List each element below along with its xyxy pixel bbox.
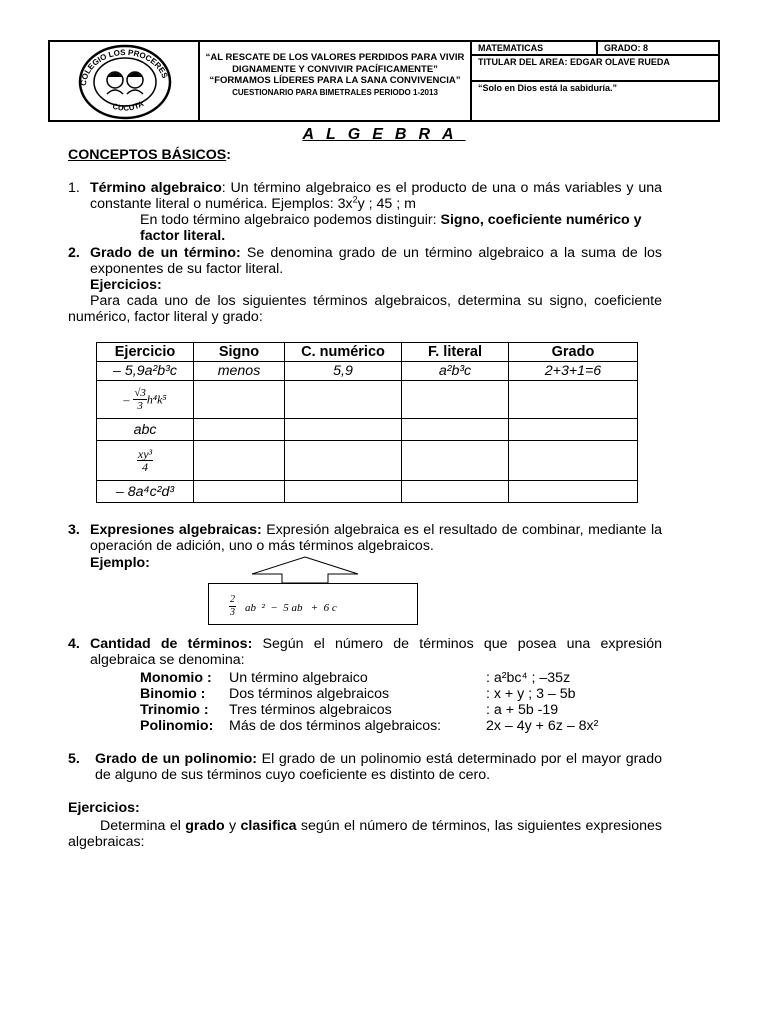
item-5-text: Grado de un polinomio: El grado de un polinomio está determinado por el mayor grado de alguno de sus términos cuyo coeficiente es distinto de cero. [95, 751, 662, 783]
document-header [48, 40, 720, 122]
exercises-heading: Ejercicios: [68, 800, 140, 816]
fraction: $\frac{√3}{3}$ [134, 387, 146, 412]
svg-text:CUCUTA [111, 99, 145, 113]
col-header-literal: F. literal [402, 343, 509, 362]
item-5-number: 5. [68, 751, 80, 767]
terms-table [96, 342, 638, 503]
logo-cell [50, 42, 200, 120]
item-1-subtext: En todo término algebraico podemos distinguir: Signo, coeficiente numérico y factor literal. [140, 212, 642, 244]
grade-label: GRADO: 8 [604, 43, 649, 53]
table-row [97, 441, 638, 481]
fraction: $\frac{2}{3}$ [230, 594, 235, 618]
item-3-number: 3. [68, 522, 80, 538]
cell-literal: a²b³c [402, 362, 509, 381]
item-2-text: Grado de un término: Se denomina grado de un término algebraico a la suma de los exponentes de su factor literal. [90, 245, 662, 277]
cell-ejercicio: – $\frac{√3}{3}$ h⁴k⁵ [97, 381, 194, 419]
col-header-coeficiente: C. numérico [285, 343, 402, 362]
fraction: $\frac{\text{xy³}}{4}$ [137, 447, 153, 474]
header-motto-cell [200, 42, 472, 120]
cell-signo: menos [194, 362, 285, 381]
item-2-number: 2. [68, 245, 80, 261]
expression-text: ab ² − 5 ab + 6 c [245, 602, 337, 614]
table-header-row [97, 343, 638, 362]
header-info-cell [472, 42, 720, 120]
exercises-instruction: Determina el grado y clasifica según el número de términos, las siguientes expresiones algebraicas: [68, 818, 663, 850]
item-2-ejercicios: Ejercicios: [90, 277, 162, 293]
item-4-text: Cantidad de términos: Según el número de términos que posea una expresión algebraica se denomina: [90, 636, 662, 668]
cell-ejercicio [97, 441, 194, 481]
col-header-grado: Grado [509, 343, 638, 362]
item-3-text: Expresiones algebraicas: Expresión algebraica es el resultado de combinar, mediante la operación de adición, uno o más términos algebraicos. [90, 522, 662, 554]
cell-coeficiente: 5,9 [285, 362, 402, 381]
table-row [97, 419, 638, 441]
arrow-up-icon [250, 556, 360, 584]
section-heading: CONCEPTOS BÁSICOS: [68, 147, 231, 163]
cell-grado: 2+3+1=6 [509, 362, 638, 381]
col-header-signo: Signo [194, 343, 285, 362]
motto-1: “AL RESCATE DE LOS VALORES PERDIDOS PARA VIVIR DIGNAMENTE Y CONVIVIR PACÍFICAMENTE” [205, 52, 465, 75]
example-expression-box [208, 583, 418, 625]
motto-2: “FORMAMOS LÍDERES PARA LA SANA CONVIVENCIA” [209, 75, 461, 86]
item-4-number: 4. [68, 636, 80, 652]
item-1-text: Término algebraico: Un término algebraico es el producto de una o más variables y una constante literal o numérica. Ejemplos: $3x^2y$ ; 45 ; m [90, 180, 662, 212]
questionnaire-label: CUESTIONARIO PARA BIMETRALES PERIODO 1-2013 [232, 87, 438, 97]
item-2-instruction: Para cada uno de los siguientes términos algebraicos, determina su signo, coeficiente numérico, factor literal y grado: [68, 293, 662, 325]
col-header-ejercicio: Ejercicio [97, 343, 194, 362]
item-1-number: 1. [68, 180, 80, 196]
seal-city: CUCUTA [111, 99, 146, 113]
seal-text: COLEGIO LOS PROCERES [78, 47, 170, 87]
item-3-ejemplo: Ejemplo: [90, 555, 150, 571]
teacher-label: TITULAR DEL AREA: EDGAR OLAVE RUEDA [478, 57, 670, 67]
page-title: ALGEBRA [302, 126, 466, 143]
subject-label: MATEMATICAS [478, 43, 544, 53]
school-seal-logo [50, 42, 200, 122]
quote-label: “Solo en Dios está la sabiduría.” [478, 83, 618, 93]
cell-ejercicio: – 8a⁴c²d³ [97, 481, 194, 503]
cell-ejercicio: – 5,9a²b³c [97, 362, 194, 381]
cell-ejercicio: abc [97, 419, 194, 441]
table-row [97, 381, 638, 419]
table-row [97, 481, 638, 503]
table-row [97, 362, 638, 381]
